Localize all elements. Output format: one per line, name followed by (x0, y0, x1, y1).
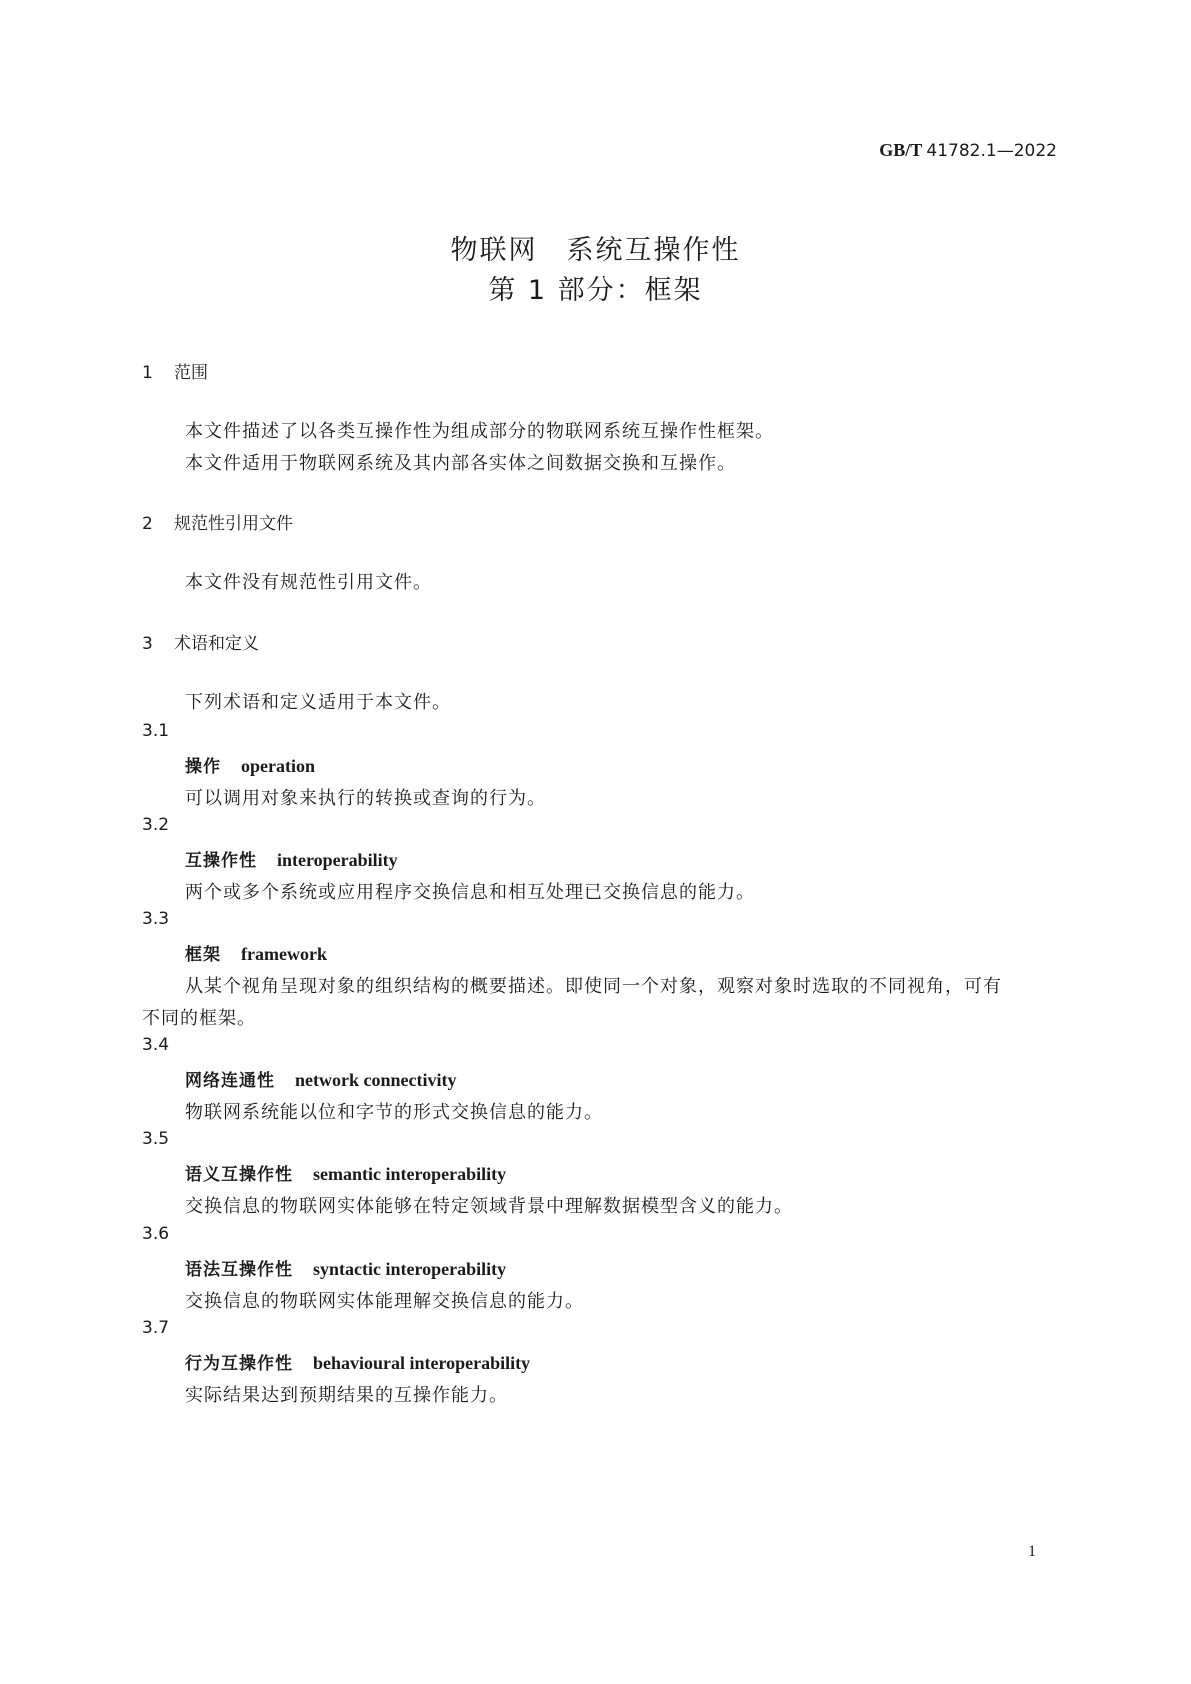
term-entry (185, 846, 398, 871)
document-title-line1: 物联网 系统互操作性 (450, 235, 741, 266)
term-definition: 物联网系统能以位和字节的形式交换信息的能力。 (185, 1102, 603, 1123)
standard-prefix: GB/T (879, 140, 922, 160)
term-zh: 网络连通性 (185, 1071, 275, 1091)
page-number: 1 (1028, 1543, 1036, 1560)
section-title: 术语和定义 (174, 634, 259, 654)
term-definition-continued: 不同的框架。 (142, 1008, 256, 1029)
term-en: behavioural interoperability (313, 1353, 531, 1373)
section-1-heading (142, 358, 208, 383)
term-zh: 语法互操作性 (185, 1260, 293, 1280)
paragraph: 本文件适用于物联网系统及其内部各实体之间数据交换和互操作。 (185, 453, 736, 474)
term-number: 3.5 (142, 1129, 170, 1149)
section-2-heading (142, 509, 293, 534)
term-zh: 语义互操作性 (185, 1165, 293, 1185)
term-definition: 从某个视角呈现对象的组织结构的概要描述。即使同一个对象，观察对象时选取的不同视角，可有 (185, 976, 1002, 997)
term-number: 3.1 (142, 721, 170, 741)
term-entry (185, 752, 315, 777)
term-zh: 行为互操作性 (185, 1354, 293, 1374)
section-title: 规范性引用文件 (174, 514, 293, 534)
standard-number: 41782.1—2022 (926, 141, 1057, 161)
term-entry (185, 1160, 506, 1185)
paragraph: 本文件没有规范性引用文件。 (185, 572, 432, 593)
term-entry (185, 1349, 530, 1374)
section-number: 2 (142, 514, 153, 534)
section-title: 范围 (174, 363, 208, 383)
term-zh: 框架 (185, 945, 221, 965)
term-zh: 操作 (185, 757, 221, 777)
section-number: 1 (142, 363, 153, 383)
term-definition: 交换信息的物联网实体能够在特定领域背景中理解数据模型含义的能力。 (185, 1196, 793, 1217)
term-definition: 可以调用对象来执行的转换或查询的行为。 (185, 788, 546, 809)
term-definition: 交换信息的物联网实体能理解交换信息的能力。 (185, 1291, 584, 1312)
term-number: 3.7 (142, 1318, 170, 1338)
term-zh: 互操作性 (185, 851, 257, 871)
paragraph: 本文件描述了以各类互操作性为组成部分的物联网系统互操作性框架。 (185, 421, 774, 442)
term-en: network connectivity (295, 1070, 457, 1090)
paragraph: 下列术语和定义适用于本文件。 (185, 692, 451, 713)
standard-code (879, 140, 1057, 161)
term-number: 3.4 (142, 1035, 170, 1055)
term-en: syntactic interoperability (313, 1259, 507, 1279)
section-3-heading (142, 629, 259, 654)
term-entry (185, 940, 327, 965)
document-title-line2: 第 1 部分：框架 (488, 275, 703, 306)
section-number: 3 (142, 634, 153, 654)
term-en: operation (241, 756, 315, 776)
term-en: framework (241, 944, 327, 964)
term-entry (185, 1255, 506, 1280)
term-definition: 两个或多个系统或应用程序交换信息和相互处理已交换信息的能力。 (185, 882, 755, 903)
term-definition: 实际结果达到预期结果的互操作能力。 (185, 1385, 508, 1406)
term-number: 3.2 (142, 815, 170, 835)
term-en: semantic interoperability (313, 1164, 507, 1184)
term-en: interoperability (277, 850, 398, 870)
term-number: 3.3 (142, 909, 170, 929)
term-entry (185, 1066, 456, 1091)
term-number: 3.6 (142, 1224, 170, 1244)
